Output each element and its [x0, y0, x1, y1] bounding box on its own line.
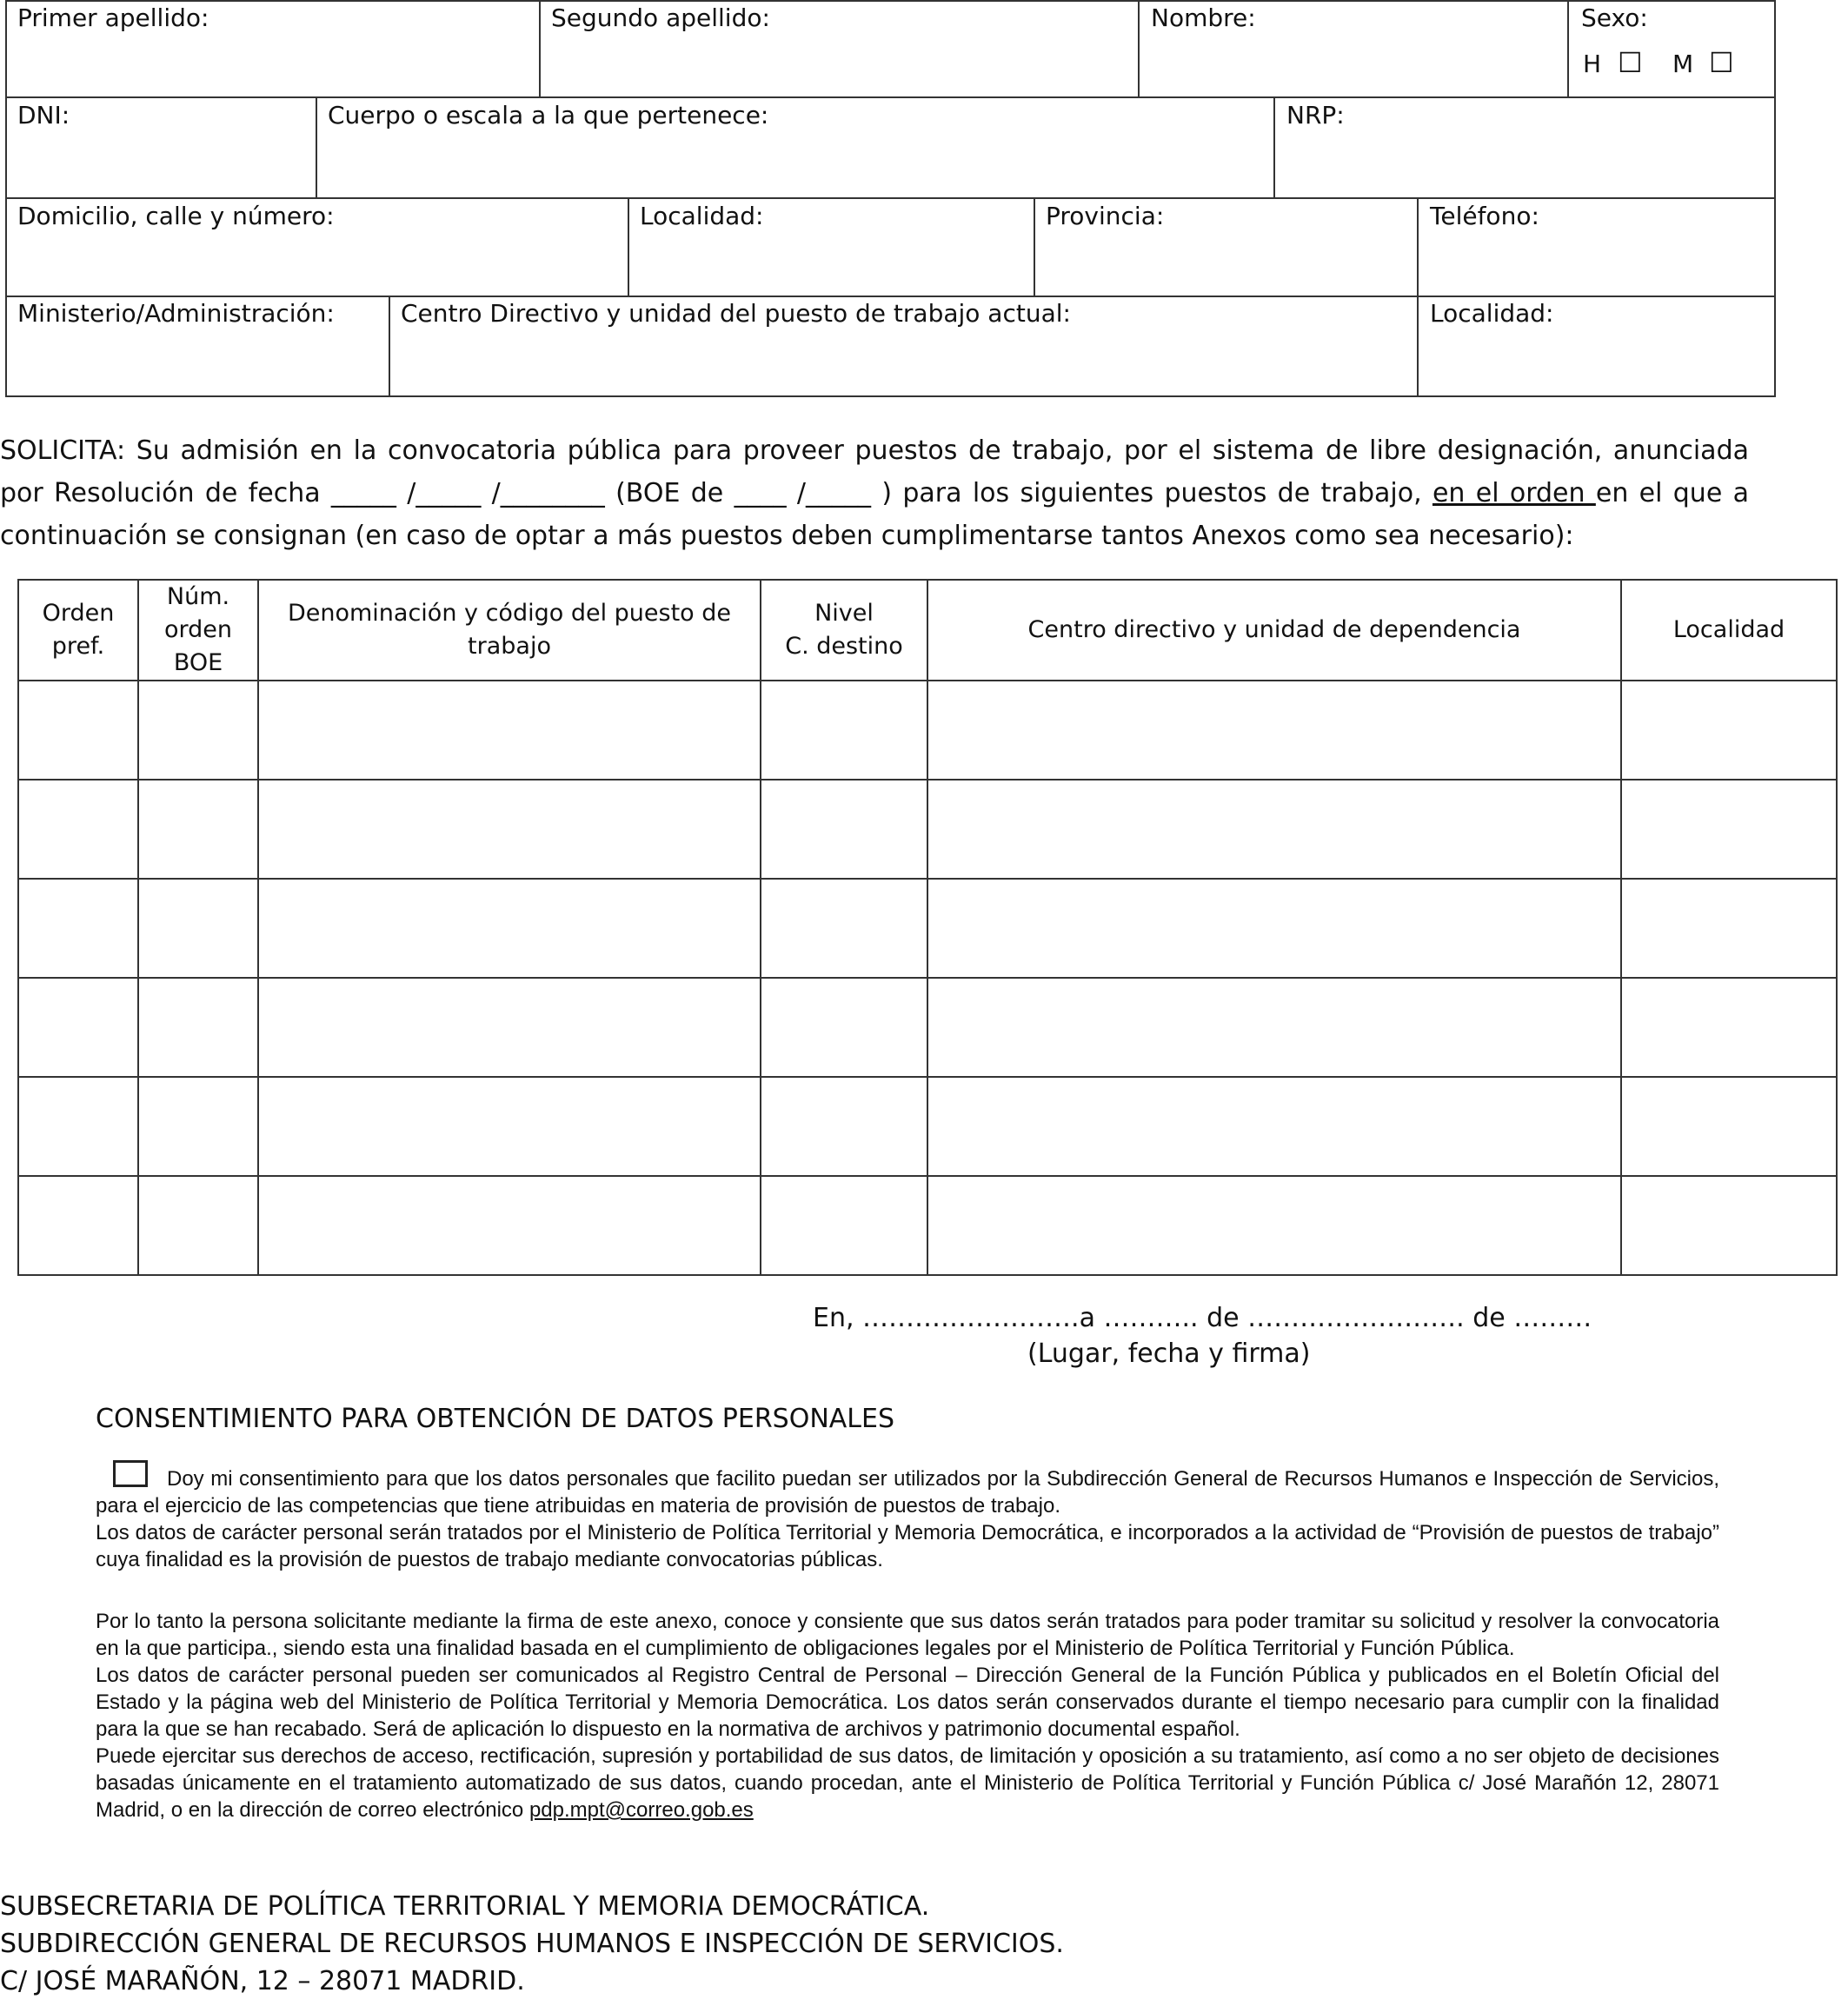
- cell-denominacion[interactable]: [258, 780, 761, 879]
- footer-line-3: C/ JOSÉ MARAÑÓN, 12 – 28071 MADRID.: [0, 1966, 525, 1996]
- cell-denominacion[interactable]: [258, 1077, 761, 1176]
- consent-block-1: [96, 1465, 1719, 1573]
- label-localidad-actual: Localidad:: [1430, 299, 1554, 328]
- table-row: [18, 780, 1837, 879]
- table-row: [18, 1077, 1837, 1176]
- resolution-date-blanks[interactable]: _____ /_____ /________: [330, 478, 605, 508]
- label-dni: DNI:: [17, 101, 70, 130]
- cell-orden-pref[interactable]: [18, 978, 138, 1077]
- table-row: [18, 681, 1837, 780]
- consent-paragraph-5: Puede ejercitar sus derechos de acceso, rectificación, supresión y portabilidad de sus datos, de limitación y oposición a su tratamiento, así como a no ser objeto de decisiones basadas únicamente en el tratamiento automatizado de sus datos, cuando procedan, ante el Ministerio de Política Territorial y Función Pública c/ José Marañón 12, 28071 Madrid, o en la dirección de correo electrónico pdp.mpt@correo.gob.es: [96, 1744, 1719, 1822]
- label-domicilio: Domicilio, calle y número:: [17, 202, 335, 230]
- header-localidad: Localidad: [1621, 580, 1837, 681]
- label-sexo-h: H: [1583, 50, 1602, 78]
- cell-centro-directivo[interactable]: [927, 978, 1621, 1077]
- cell-centro-directivo[interactable]: [927, 1176, 1621, 1275]
- cell-orden-pref[interactable]: [18, 879, 138, 978]
- header-denominacion: Denominación y código del puesto de trabajo: [258, 580, 761, 681]
- cell-nivel[interactable]: [761, 978, 927, 1077]
- cell-localidad[interactable]: [1621, 681, 1837, 780]
- cell-num-orden-boe[interactable]: [138, 1077, 258, 1176]
- cell-nivel[interactable]: [761, 1176, 927, 1275]
- header-nivel: Nivel C. destino: [761, 580, 927, 681]
- cell-localidad[interactable]: [1621, 978, 1837, 1077]
- footer-address: [0, 1888, 1064, 2000]
- cell-orden-pref[interactable]: [18, 780, 138, 879]
- cell-num-orden-boe[interactable]: [138, 681, 258, 780]
- cell-denominacion[interactable]: [258, 978, 761, 1077]
- cell-nivel[interactable]: [761, 1077, 927, 1176]
- label-provincia: Provincia:: [1046, 202, 1165, 230]
- positions-table-body: [18, 681, 1837, 1275]
- label-ministerio: Ministerio/Administración:: [17, 299, 335, 328]
- solicita-part3: ) para los siguientes puestos de trabajo,: [871, 478, 1433, 508]
- consent-paragraph-2: Los datos de carácter personal serán tratados por el Ministerio de Política Territorial y Memoria Democrática, e incorporados a la actividad de “Provisión de puestos de trabajo” cuya finalidad es la provisión de puestos de trabajo mediante convocatorias públicas.: [96, 1521, 1719, 1571]
- cell-orden-pref[interactable]: [18, 681, 138, 780]
- cell-num-orden-boe[interactable]: [138, 780, 258, 879]
- consent-paragraph-4: Los datos de carácter personal pueden ser comunicados al Registro Central de Personal – Dirección General de la Función Pública y publicados en el Boletín Oficial del Estado y la página web del Ministerio de Política Territorial y Memoria Democrática. Los datos serán conservados durante el tiempo necesario para cumplir con la finalidad para la que se han recabado. Será de aplicación lo dispuesto en la normativa de archivos y patrimonio documental español.: [96, 1664, 1719, 1741]
- header-num-orden-boe: Núm. orden BOE: [138, 580, 258, 681]
- header-centro-directivo: Centro directivo y unidad de dependencia: [927, 580, 1621, 681]
- label-telefono: Teléfono:: [1430, 202, 1539, 230]
- table-row: [18, 1176, 1837, 1275]
- label-nrp: NRP:: [1286, 101, 1345, 130]
- footer-line-2: SUBDIRECCIÓN GENERAL DE RECURSOS HUMANOS E INSPECCIÓN DE SERVICIOS.: [0, 1929, 1064, 1959]
- cell-denominacion[interactable]: [258, 879, 761, 978]
- boe-date-blanks[interactable]: ____ /_____: [734, 478, 872, 508]
- cell-localidad[interactable]: [1621, 1077, 1837, 1176]
- cell-num-orden-boe[interactable]: [138, 978, 258, 1077]
- consent-title: CONSENTIMIENTO PARA OBTENCIÓN DE DATOS PERSONALES: [96, 1404, 894, 1434]
- label-cuerpo: Cuerpo o escala a la que pertenece:: [328, 101, 769, 130]
- cell-centro-directivo[interactable]: [927, 1077, 1621, 1176]
- consent-paragraph-3: Por lo tanto la persona solicitante mediante la firma de este anexo, conoce y consiente que sus datos serán tratados para poder tramitar su solicitud y resolver la convocatoria en la que participa., siendo esta una finalidad basada en el cumplimiento de obligaciones legales por el Ministerio de Política Territorial y Función Pública.: [96, 1610, 1719, 1660]
- cell-nivel[interactable]: [761, 681, 927, 780]
- label-sexo: Sexo:: [1581, 3, 1648, 32]
- cell-orden-pref[interactable]: [18, 1077, 138, 1176]
- cell-denominacion[interactable]: [258, 681, 761, 780]
- cell-centro-directivo[interactable]: [927, 780, 1621, 879]
- solicita-part1: SOLICITA: Su admisión en la convocatoria pública para proveer puestos de trabajo, por el sistema de libre designación, anunciada por Resolución de fecha: [0, 435, 1749, 508]
- label-sexo-m: M: [1672, 50, 1694, 78]
- cell-orden-pref[interactable]: [18, 1176, 138, 1275]
- label-nombre: Nombre:: [1151, 3, 1256, 32]
- solicita-part4: en el que a continuación se consignan (en caso de optar a más puestos deben cumplimentarse tantos Anexos como sea necesario):: [0, 478, 1749, 551]
- cell-num-orden-boe[interactable]: [138, 879, 258, 978]
- label-primer-apellido: Primer apellido:: [17, 3, 209, 32]
- table-row: [18, 879, 1837, 978]
- checkbox-sexo-m[interactable]: ☐: [1709, 46, 1734, 79]
- footer-line-1: SUBSECRETARIA DE POLÍTICA TERRITORIAL Y MEMORIA DEMOCRÁTICA.: [0, 1891, 930, 1922]
- table-header-row: [18, 580, 1837, 681]
- solicita-underlined: en el orden: [1432, 478, 1596, 508]
- signature-hint: (Lugar, fecha y firma): [1027, 1338, 1311, 1369]
- checkbox-sexo-h[interactable]: ☐: [1618, 46, 1643, 79]
- cell-centro-directivo[interactable]: [927, 681, 1621, 780]
- cell-denominacion[interactable]: [258, 1176, 761, 1275]
- cell-localidad[interactable]: [1621, 879, 1837, 978]
- cell-centro-directivo[interactable]: [927, 879, 1621, 978]
- field-nrp[interactable]: [1273, 96, 1776, 199]
- solicita-part2: (BOE de: [604, 478, 735, 508]
- contact-email-link[interactable]: pdp.mpt@correo.gob.es: [528, 1798, 754, 1822]
- label-segundo-apellido: Segundo apellido:: [551, 3, 770, 32]
- solicita-paragraph: [0, 429, 1749, 557]
- cell-nivel[interactable]: [761, 780, 927, 879]
- cell-localidad[interactable]: [1621, 780, 1837, 879]
- signature-date-line[interactable]: En, …………………….a ……….. de ……………………. de ………: [813, 1303, 1592, 1333]
- cell-localidad[interactable]: [1621, 1176, 1837, 1275]
- label-localidad: Localidad:: [640, 202, 764, 230]
- table-row: [18, 978, 1837, 1077]
- label-centro-directivo: Centro Directivo y unidad del puesto de trabajo actual:: [401, 299, 1071, 328]
- header-orden-pref: Orden pref.: [18, 580, 138, 681]
- consent-paragraph-1: Doy mi consentimiento para que los datos personales que facilito puedan ser utilizados por la Subdirección General de Recursos Humanos e Inspección de Servicios, para el ejercicio de las competencias que tiene atribuidas en materia de provisión de puestos de trabajo.: [96, 1467, 1719, 1518]
- cell-num-orden-boe[interactable]: [138, 1176, 258, 1275]
- consent-block-2: [96, 1608, 1719, 1823]
- positions-table: [17, 579, 1838, 1276]
- cell-nivel[interactable]: [761, 879, 927, 978]
